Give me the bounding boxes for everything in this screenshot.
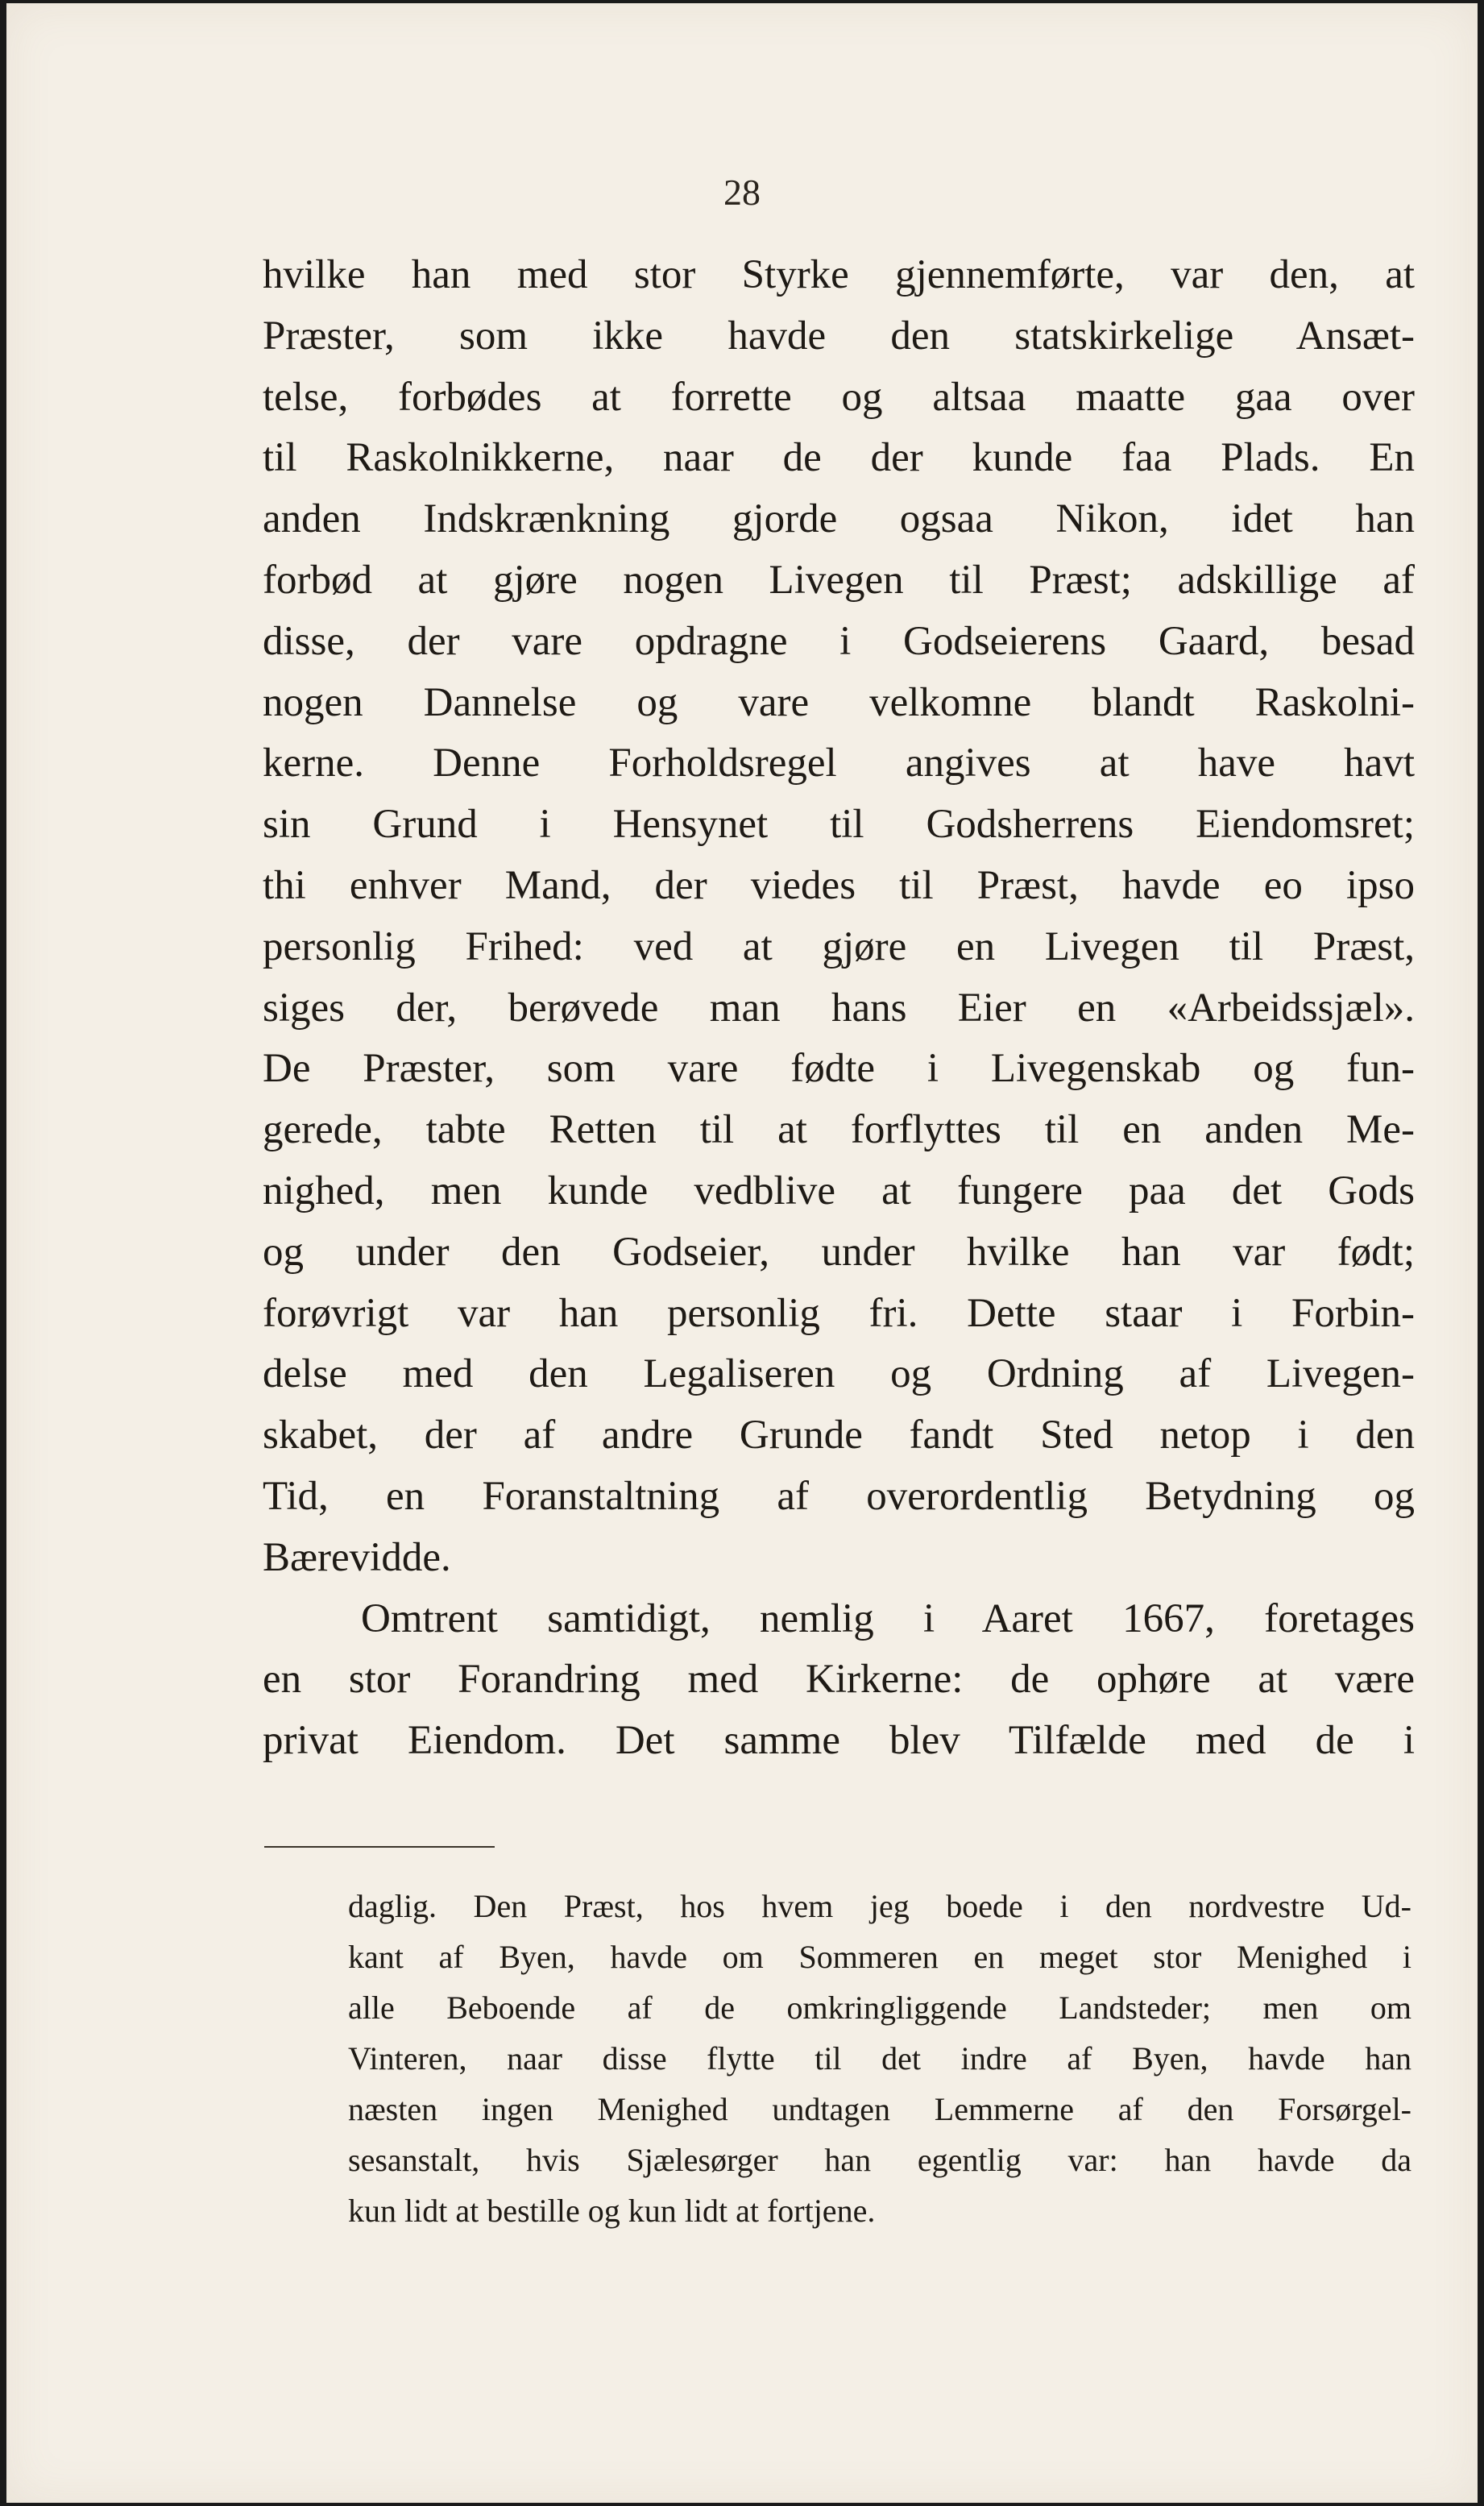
body-line: privat Eiendom. Det samme blev Tilfælde med de i	[263, 1718, 1415, 1764]
body-line: disse, der vare opdragne i Godseierens Gaard, besad	[263, 618, 1415, 664]
footnote-line: Vinteren, naar disse flytte til det indre af Byen, havde han	[348, 2040, 1411, 2077]
body-line: sin Grund i Hensynet til Godsherrens Eiendomsret;	[263, 802, 1415, 848]
body-line: og under den Godseier, under hvilke han var født;	[263, 1229, 1415, 1275]
body-line: nighed, men kunde vedblive at fungere paa det Gods	[263, 1168, 1415, 1214]
body-line-paragraph-end: Bærevidde.	[263, 1534, 451, 1580]
body-line: nogen Dannelse og vare velkomne blandt Raskolni-	[263, 679, 1415, 725]
body-line: en stor Forandring med Kirkerne: de ophøre at være	[263, 1657, 1415, 1703]
body-line: telse, forbødes at forrette og altsaa maatte gaa over	[263, 374, 1415, 420]
footnote-line: sesanstalt, hvis Sjælesørger han egentlig var: han havde da	[348, 2142, 1411, 2178]
footnote-line: næsten ingen Menighed undtagen Lemmerne af den Forsørgel-	[348, 2091, 1411, 2127]
body-line: De Præster, som vare fødte i Livegenskab og fun-	[263, 1046, 1415, 1092]
body-line: til Raskolnikkerne, naar de der kunde faa Plads. En	[263, 435, 1415, 481]
body-line: skabet, der af andre Grunde fandt Sted netop i den	[263, 1413, 1415, 1458]
book-page	[6, 3, 1478, 2503]
body-line: forøvrigt var han personlig fri. Dette staar i Forbin-	[263, 1290, 1415, 1336]
footnote-text	[348, 1881, 1411, 2236]
body-line: personlig Frihed: ved at gjøre en Livegen til Præst,	[263, 923, 1415, 969]
body-line: hvilke han med stor Styrke gjennemførte, var den, at	[263, 252, 1415, 297]
footnote-line: alle Beboende af de omkringliggende Landsteder; men om	[348, 1989, 1411, 2026]
body-line: gerede, tabte Retten til at forflyttes til en anden Me-	[263, 1107, 1415, 1153]
footnote-separator	[264, 1846, 495, 1848]
body-line-paragraph-start: Omtrent samtidigt, nemlig i Aaret 1667, foretages	[361, 1595, 1415, 1641]
body-line: anden Indskrænkning gjorde ogsaa Nikon, idet han	[263, 496, 1415, 542]
body-line: Tid, en Foranstaltning af overordentlig Betydning og	[263, 1473, 1415, 1519]
footnote-line: kun lidt at bestille og kun lidt at fortjene.	[348, 2193, 876, 2229]
body-line: kerne. Denne Forholdsregel angives at have havt	[263, 741, 1415, 786]
body-line: siges der, berøvede man hans Eier en «Arbeidssjæl».	[263, 985, 1415, 1031]
footnote-line: daglig. Den Præst, hos hvem jeg boede i den nordvestre Ud-	[348, 1888, 1411, 1924]
body-line: forbød at gjøre nogen Livegen til Præst; adskillige af	[263, 557, 1415, 603]
footnote-line: kant af Byen, havde om Sommeren en meget stor Menighed i	[348, 1939, 1411, 1975]
body-text	[263, 245, 1415, 1772]
page-number: 28	[723, 172, 761, 213]
body-line: delse med den Legaliseren og Ordning af Livegen-	[263, 1351, 1415, 1397]
body-line: thi enhver Mand, der viedes til Præst, havde eo ipso	[263, 862, 1415, 908]
body-line: Præster, som ikke havde den statskirkelige Ansæt-	[263, 313, 1415, 359]
